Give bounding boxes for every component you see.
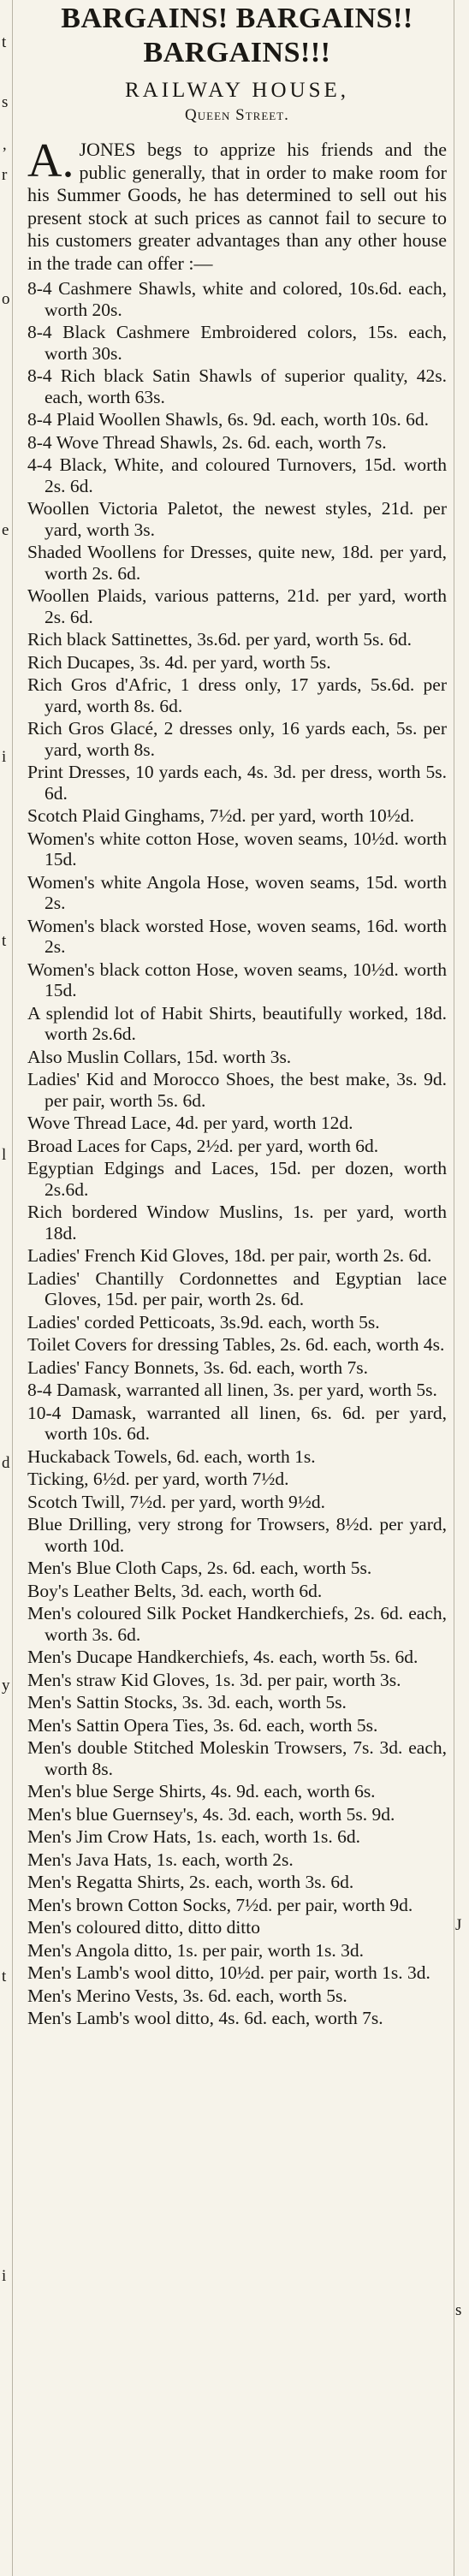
left-margin-fragment: t bbox=[2, 932, 7, 950]
price-list-item: A splendid lot of Habit Shirts, beautifully worked, 18d. worth 2s.6d. bbox=[27, 1002, 447, 1044]
advertisement bbox=[27, 2, 447, 2031]
left-margin-fragment: i bbox=[2, 748, 7, 766]
price-list-item: Women's white cotton Hose, woven seams, 10½d. worth 15d. bbox=[27, 828, 447, 870]
price-list-item: Wove Thread Lace, 4d. per yard, worth 12d. bbox=[27, 1113, 353, 1133]
right-margin-fragment: J bbox=[455, 1916, 462, 1934]
price-list-item: 8-4 Wove Thread Shawls, 2s. 6d. each, worth 7s. bbox=[27, 431, 387, 453]
price-list-item: Broad Laces for Caps, 2½d. per yard, worth 6d. bbox=[27, 1135, 379, 1156]
price-list-item: Rich black Sattinettes, 3s.6d. per yard, worth 5s. 6d. bbox=[27, 629, 413, 650]
price-list-item: Ladies' Fancy Bonnets, 3s. 6d. each, worth 7s. bbox=[27, 1356, 368, 1378]
price-list-item: Men's Lamb's wool ditto, 4s. 6d. each, worth 7s. bbox=[27, 2008, 383, 2028]
intro-paragraph bbox=[27, 134, 447, 275]
price-list-item: Men's brown Cotton Socks, 7½d. per pair, worth 9d. bbox=[27, 1894, 413, 1915]
right-margin-fragment: s bbox=[455, 2301, 462, 2319]
price-list-item: Men's Angola ditto, 1s. per pair, worth 1s. 3d. bbox=[27, 1939, 364, 1961]
price-list-item: Woollen Victoria Paletot, the newest styles, 21d. per yard, worth 3s. bbox=[27, 498, 447, 540]
price-list-item: 4-4 Black, White, and coloured Turnovers, 15d. worth 2s. 6d. bbox=[27, 454, 447, 496]
price-list-item: Men's Blue Cloth Caps, 2s. 6d. each, worth 5s. bbox=[27, 1558, 372, 1578]
right-margin-strip bbox=[452, 0, 469, 2576]
price-list-item: 8-4 Cashmere Shawls, white and colored, 10s.6d. each, worth 20s. bbox=[27, 278, 447, 320]
price-list-item: Shaded Woollens for Dresses, quite new, 18d. per yard, worth 2s. 6d. bbox=[27, 542, 447, 584]
left-margin-fragment: l bbox=[2, 1146, 7, 1164]
price-list-item: 8-4 Plaid Woollen Shawls, 6s. 9d. each, worth 10s. 6d. bbox=[27, 409, 430, 430]
price-list-item: Blue Drilling, very strong for Trowsers, 8½d. per yard, worth 10d. bbox=[27, 1514, 447, 1556]
left-margin-fragment: t bbox=[2, 33, 7, 51]
price-list-item: Rich Ducapes, 3s. 4d. per yard, worth 5s. bbox=[27, 651, 331, 673]
left-margin-fragment: d bbox=[2, 1454, 10, 1472]
shop-name: RAILWAY HOUSE, bbox=[124, 79, 350, 102]
price-list-item: Men's coloured ditto, ditto ditto bbox=[27, 1917, 261, 1938]
left-margin-fragment: s bbox=[2, 93, 9, 111]
price-list-item: Men's blue Serge Shirts, 4s. 9d. each, worth 6s. bbox=[27, 1781, 376, 1801]
price-list-item: Women's white Angola Hose, woven seams, 15d. worth 2s. bbox=[27, 871, 447, 913]
price-list-item: 8-4 Black Cashmere Embroidered colors, 15s. each, worth 30s. bbox=[27, 322, 447, 364]
price-list-item: Women's black worsted Hose, woven seams, 16d. worth 2s. bbox=[27, 915, 447, 957]
price-list-item: Men's Ducape Handkerchiefs, 4s. each, worth 5s. 6d. bbox=[27, 1647, 419, 1667]
price-list-item: Men's Regatta Shirts, 2s. each, worth 3s. 6d. bbox=[27, 1872, 354, 1892]
price-list-item: Men's double Stitched Moleskin Trowsers, 7s. 3d. each, worth 8s. bbox=[27, 1737, 447, 1779]
left-margin-fragment: o bbox=[2, 290, 10, 308]
price-list-item: Rich Gros Glacé, 2 dresses only, 16 yards each, 5s. per yard, worth 8s. bbox=[27, 718, 447, 760]
price-list-item: Women's black cotton Hose, woven seams, 10½d. worth 15d. bbox=[27, 959, 447, 1000]
headline: BARGAINS! BARGAINS!! bbox=[61, 3, 413, 34]
headline: BARGAINS!!! bbox=[143, 37, 331, 68]
intro-text: JONES begs to apprize his friends and the public generally, that in order to make room for his Summer Goods, he has determined to sell out his present stock at such prices as cannot fail to secure to his customers greater advantages than any other house in the trade can offer :— bbox=[27, 139, 447, 274]
left-margin-fragment: r bbox=[2, 166, 8, 184]
price-list-item: Print Dresses, 10 yards each, 4s. 3d. per dress, worth 5s. 6d. bbox=[27, 762, 447, 804]
price-list-item: Men's Merino Vests, 3s. 6d. each, worth 5s. bbox=[27, 1985, 347, 2006]
left-margin-fragment: ’ bbox=[2, 145, 8, 163]
left-margin-fragment: i bbox=[2, 2267, 7, 2285]
street-address: Queen Street. bbox=[185, 106, 289, 124]
drop-cap: A. bbox=[27, 134, 74, 187]
price-list-item: Scotch Plaid Ginghams, 7½d. per yard, worth 10½d. bbox=[27, 805, 415, 826]
price-list-item: Toilet Covers for dressing Tables, 2s. 6d. each, worth 4s. bbox=[27, 1334, 445, 1355]
price-list-item: Ladies' Kid and Morocco Shoes, the best make, 3s. 9d. per pair, worth 5s. 6d. bbox=[27, 1069, 447, 1111]
column-rule bbox=[12, 0, 13, 2576]
price-list-item: Men's straw Kid Gloves, 1s. 3d. per pair, worth 3s. bbox=[27, 1669, 401, 1690]
price-list-item: Egyptian Edgings and Laces, 15d. per dozen, worth 2s.6d. bbox=[27, 1158, 447, 1200]
price-list-item: 10-4 Damask, warranted all linen, 6s. 6d. per yard, worth 10s. 6d. bbox=[27, 1402, 447, 1444]
price-list bbox=[27, 278, 447, 2029]
left-margin-fragment: y bbox=[2, 1677, 10, 1695]
left-margin-fragment: t bbox=[2, 1968, 7, 1985]
price-list-item: Ladies' French Kid Gloves, 18d. per pair, worth 2s. 6d. bbox=[27, 1245, 432, 1266]
price-list-item: Men's Sattin Opera Ties, 3s. 6d. each, worth 5s. bbox=[27, 1714, 378, 1736]
price-list-item: Rich bordered Window Muslins, 1s. per yard, worth 18d. bbox=[27, 1202, 447, 1243]
price-list-item: Ticking, 6½d. per yard, worth 7½d. bbox=[27, 1469, 289, 1489]
price-list-item: Rich Gros d'Afric, 1 dress only, 17 yards, 5s.6d. per yard, worth 8s. 6d. bbox=[27, 674, 447, 716]
price-list-item: Boy's Leather Belts, 3d. each, worth 6d. bbox=[27, 1580, 323, 1601]
price-list-item: Men's blue Guernsey's, 4s. 3d. each, worth 5s. 9d. bbox=[27, 1803, 395, 1825]
price-list-item: Men's coloured Silk Pocket Handkerchiefs, 2s. 6d. each, worth 3s. 6d. bbox=[27, 1603, 447, 1645]
price-list-item: Men's Java Hats, 1s. each, worth 2s. bbox=[27, 1849, 294, 1870]
price-list-item: Huckaback Towels, 6d. each, worth 1s. bbox=[27, 1445, 316, 1467]
price-list-item: Scotch Twill, 7½d. per yard, worth 9½d. bbox=[27, 1491, 326, 1512]
price-list-item: Ladies' Chantilly Cordonnettes and Egyptian lace Gloves, 15d. per pair, worth 2s. 6d. bbox=[27, 1267, 447, 1309]
price-list-item: Woollen Plaids, various patterns, 21d. per yard, worth 2s. 6d. bbox=[27, 585, 447, 627]
price-list-item: Men's Lamb's wool ditto, 10½d. per pair, worth 1s. 3d. bbox=[27, 1962, 430, 1983]
price-list-item: 8-4 Rich black Satin Shawls of superior quality, 42s. each, worth 63s. bbox=[27, 365, 447, 407]
price-list-item: Ladies' corded Petticoats, 3s.9d. each, worth 5s. bbox=[27, 1311, 380, 1333]
price-list-item: Also Muslin Collars, 15d. worth 3s. bbox=[27, 1046, 292, 1067]
price-list-item: Men's Sattin Stocks, 3s. 3d. each, worth 5s. bbox=[27, 1692, 347, 1712]
price-list-item: Men's Jim Crow Hats, 1s. each, worth 1s. 6d. bbox=[27, 1826, 361, 1847]
price-list-item: 8-4 Damask, warranted all linen, 3s. per yard, worth 5s. bbox=[27, 1380, 437, 1400]
left-margin-fragment: e bbox=[2, 521, 9, 539]
